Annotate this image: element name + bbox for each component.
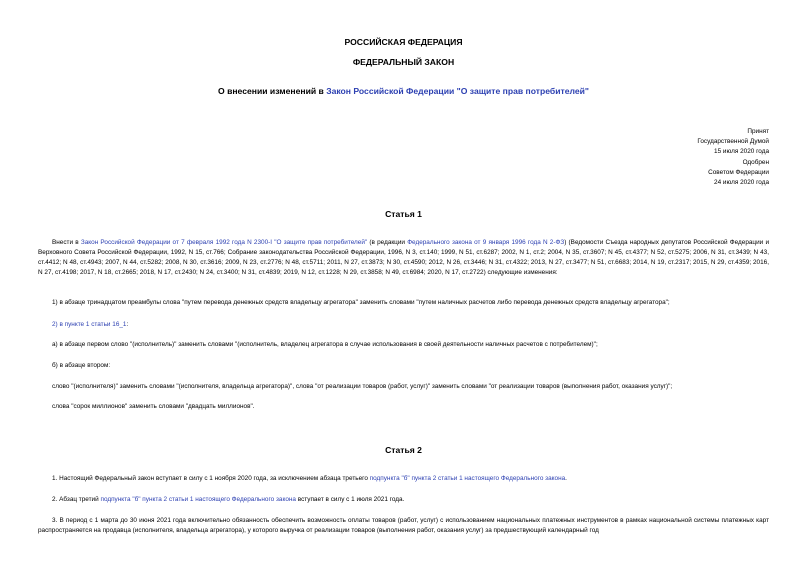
law-title bbox=[0, 86, 807, 96]
article-2-heading: Статья 2 bbox=[385, 445, 422, 455]
item-2-tail: : bbox=[126, 321, 129, 328]
adoption-line: 24 июля 2020 года bbox=[714, 179, 769, 187]
a2p3-text: 3. В период с 1 марта до 30 июня 2021 года включительно обязанность обеспечить возможность оплаты товаров (работ, услуг) с использованием национальных платежных инструментов в рамках национальной системы платежных карт распространяется на продавца (исполнителя, владельца агрегатора), у которого выручка от реализации товаров (выполнения работ, оказания услуг) за предшествующий календарный год bbox=[38, 517, 769, 534]
intro-text: (в редакции bbox=[367, 239, 408, 246]
article-1-item-1 bbox=[38, 298, 769, 308]
article-16-1-link[interactable]: пункте 1 статьи 16_1 bbox=[64, 321, 127, 328]
item-2b-text: б) в абзаце втором: bbox=[52, 362, 111, 369]
a2p2-text: 2. Абзац третий bbox=[52, 496, 101, 503]
article-1-intro-paragraph bbox=[38, 238, 769, 278]
a2p1-tail: . bbox=[565, 475, 567, 482]
item-2a-text: а) в абзаце первом слово "(исполнитель)" заменить словами "(исполнитель, владелец агрегатора в случае использования в своей деятельности наличных расчетов с потребителем)"; bbox=[52, 341, 598, 348]
item-2d-text: слова "сорок миллионов" заменить словами "двадцать миллионов". bbox=[52, 403, 255, 410]
item-2-num: 2) в bbox=[52, 321, 65, 328]
subparagraph-link[interactable]: подпункта "б" пункта 2 статьи 1 настоящего Федерального закона bbox=[369, 475, 566, 482]
subparagraph-link[interactable]: подпункта "б" пункта 2 статьи 1 настоящего Федерального закона bbox=[100, 496, 296, 503]
item-2c-text: слово "(исполнителя)" заменить словами "(исполнителя, владельца агрегатора)", слова "от реализации товаров (работ, услуг)" заменить словами "от реализации товаров (выполнения работ, оказания услуг)"; bbox=[52, 383, 673, 390]
article-1-item-2a bbox=[38, 340, 769, 350]
article-2-paragraph-1 bbox=[38, 474, 769, 484]
article-2-paragraph-2 bbox=[38, 495, 769, 505]
amendment-law-link[interactable]: Федерального закона от 9 января 1996 года N 2-ФЗ bbox=[407, 239, 565, 246]
adoption-block bbox=[697, 127, 769, 188]
article-1-item-2c bbox=[38, 382, 769, 392]
adoption-line: Советом Федерации bbox=[708, 168, 769, 176]
article-1-item-2 bbox=[38, 320, 769, 330]
adoption-line: Принят bbox=[747, 128, 769, 135]
law-link[interactable]: Закон Российской Федерации от 7 февраля 1992 года N 2300-I "О защите прав потребителей" bbox=[80, 239, 368, 246]
article-2-paragraph-3 bbox=[38, 516, 769, 536]
article-1-item-2d bbox=[38, 402, 769, 412]
a2p2-tail: вступает в силу с 1 июля 2021 года. bbox=[295, 496, 405, 503]
adoption-line: 15 июля 2020 года bbox=[714, 148, 769, 156]
intro-text: Внести в bbox=[52, 239, 81, 246]
law-type-heading: ФЕДЕРАЛЬНЫЙ ЗАКОН bbox=[352, 57, 455, 67]
item-1-text: 1) в абзаце тринадцатом преамбулы слова "путем перевода денежных средств владельцу агрегатора" заменить словами "путем наличных расчетов либо перевода денежных средств владельцу агрегатора"; bbox=[52, 299, 670, 306]
country-heading: РОССИЙСКАЯ ФЕДЕРАЦИЯ bbox=[344, 37, 463, 47]
article-1-heading: Статья 1 bbox=[385, 209, 422, 219]
law-title-prefix: О внесении изменений в bbox=[218, 86, 327, 96]
adoption-line: Государственной Думой bbox=[697, 138, 769, 146]
a2p1-text: 1. Настоящий Федеральный закон вступает в силу с 1 ноября 2020 года, за исключением абзаца третьего bbox=[52, 475, 370, 482]
article-1-item-2b bbox=[38, 361, 769, 371]
adoption-line: Одобрен bbox=[742, 158, 769, 166]
intro-text: ) (Ведомости Съезда народных депутатов Российской Федерации и Верховного Совета Российской Федерации, 1992, N 15, ст.766; Собрание законодательства Российской Федерации, 1996, N 3, ст.140; 1999, N 51, ст.6287; 2002, N 1, ст.2; 2004, N 35, ст.3607; N 45, ст.4377; N 52, ст.5275; 2006, N 31, ст.3439; N 43, ст.4412; N 48, ст.4943; 2007, N 44, ст.5282; 2008, N 30, ст.3616; 2009, N 23, ст.2776; N 48, ст.5711; 2011, N 27, ст.3873; N 30, ст.4590; 2012, N 26, ст.3446; N 31, ст.4322; 2013, N 27, ст.3477; N 51, ст.6683; 2014, N 19, ст.2317; 2015, N 29, ст.4359; 2016, N 27, ст.4198; 2017, N 18, ст.2665; 2018, N 17, ст.2430; N 24, ст.3400; N 31, ст.4839; 2019, N 12, ст.1228; N 29, ст.3858; N 49, ст.6984; 2020, N 17, ст.2722) следующие изменения: bbox=[38, 239, 770, 276]
law-title-link[interactable]: Закон Российской Федерации "О защите прав потребителей" bbox=[326, 86, 589, 96]
